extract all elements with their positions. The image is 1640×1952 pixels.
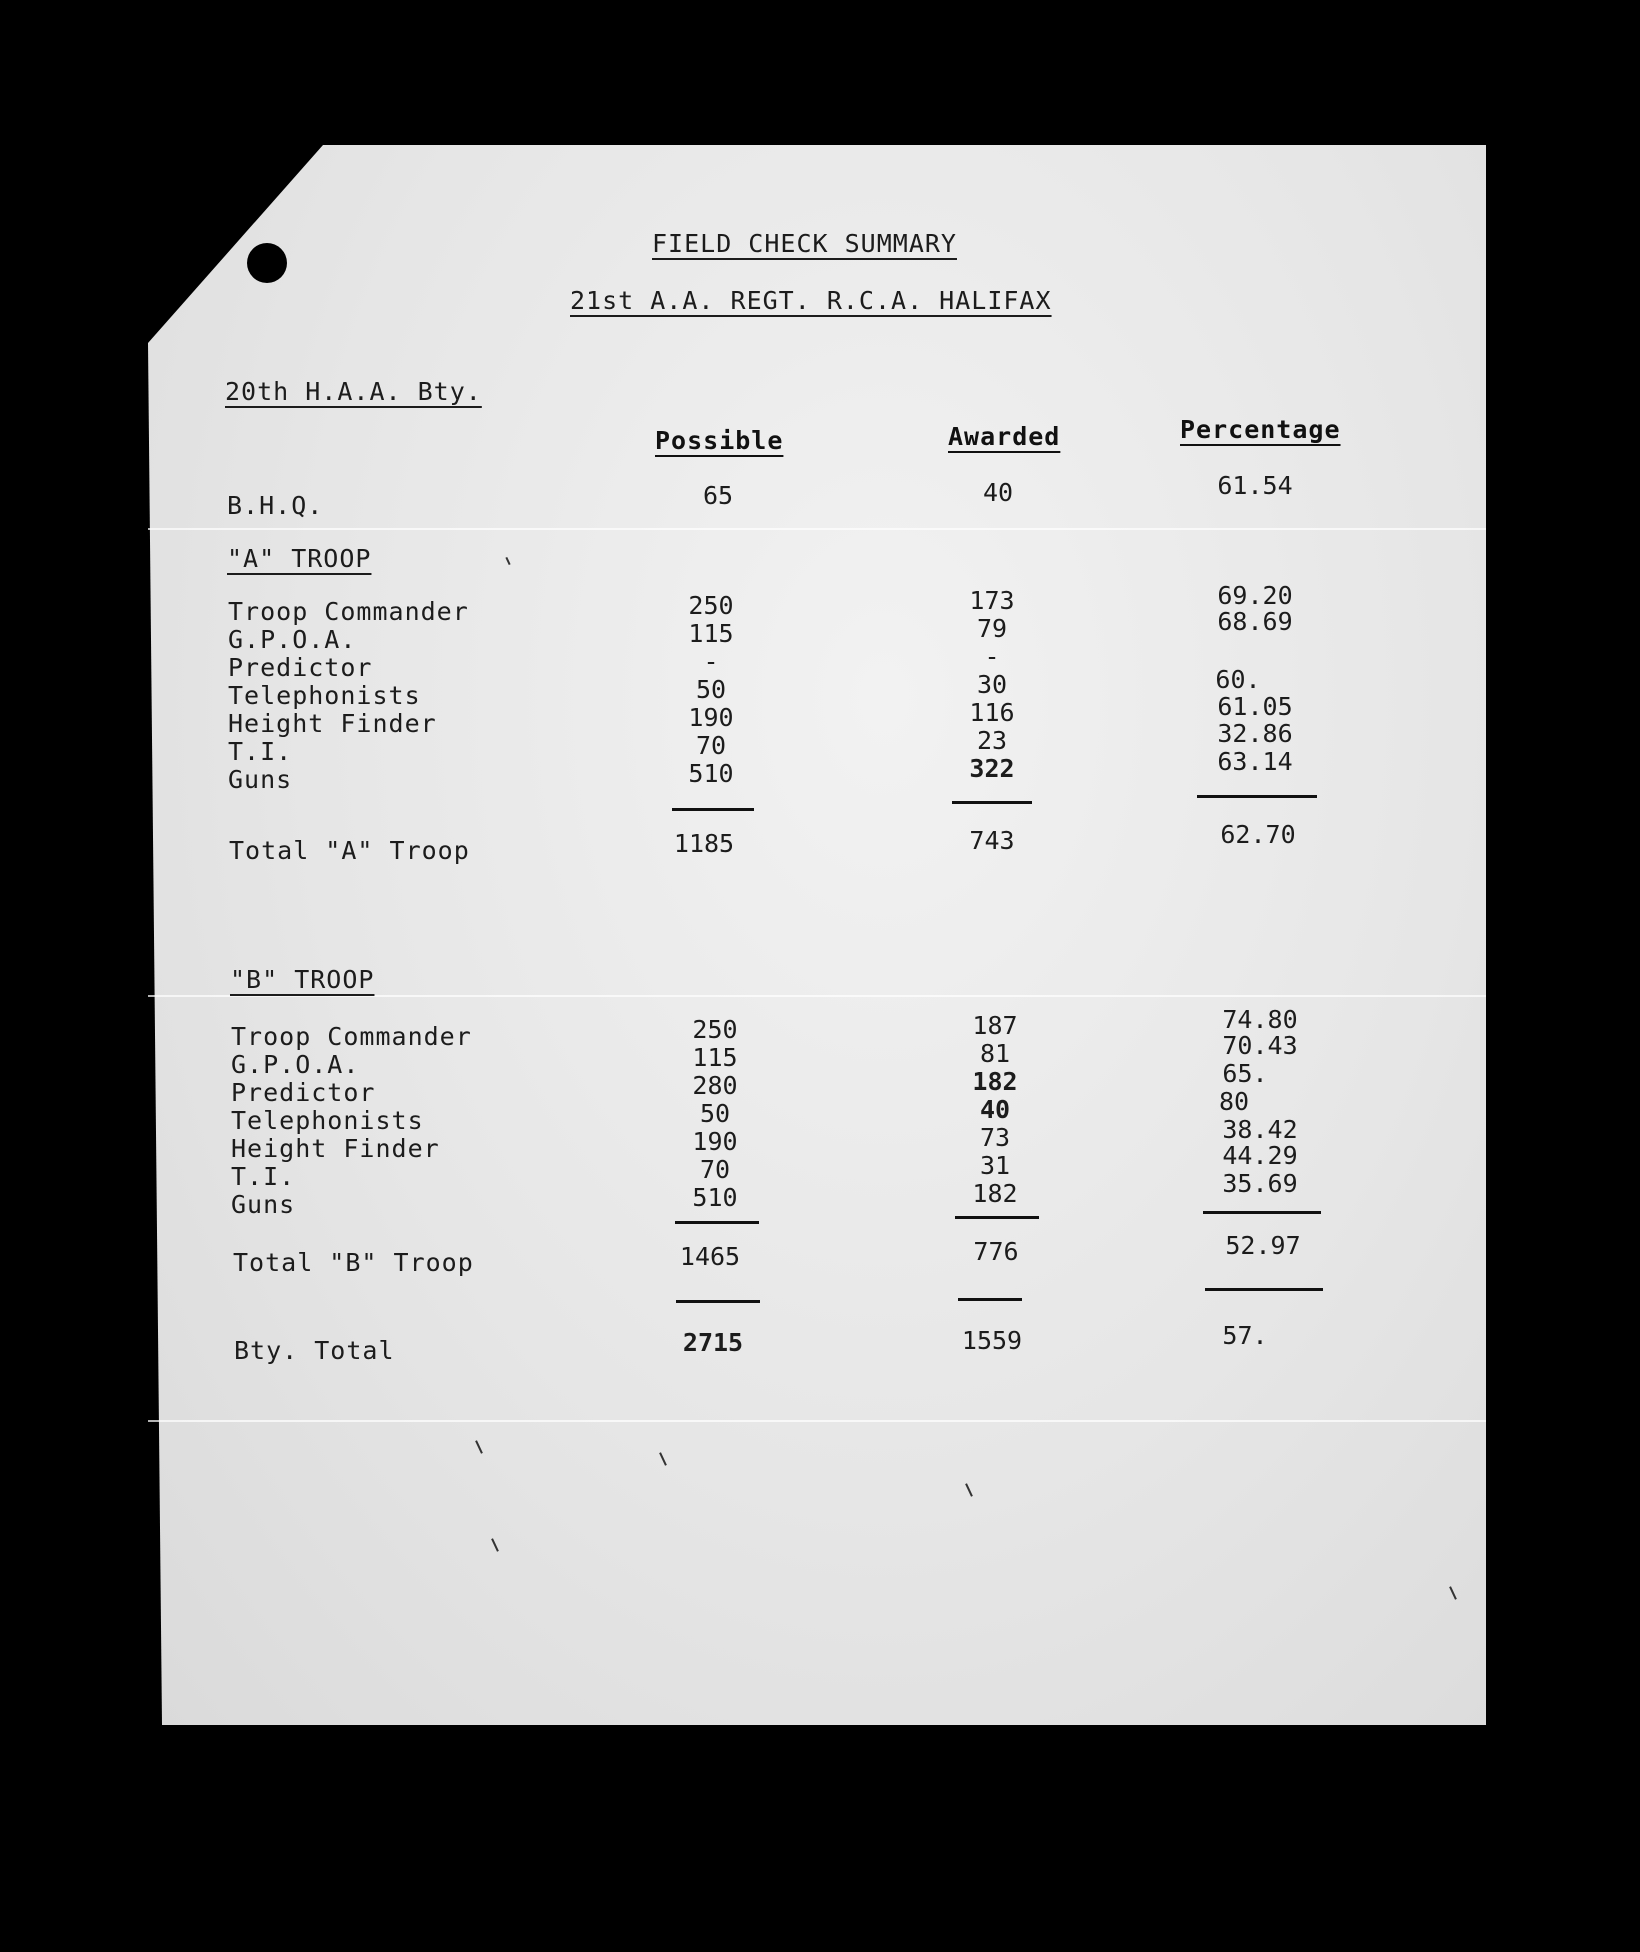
troop-b-total-awarded: 776 [973, 1237, 1019, 1266]
table-cell-possible: 250 [688, 591, 734, 620]
table-cell-possible: 190 [688, 703, 734, 732]
table-cell-awarded: 182 [972, 1179, 1018, 1208]
table-row-label: Troop Commander [231, 1022, 472, 1051]
table-row-label: G.P.O.A. [228, 625, 357, 654]
table-cell-awarded: 23 [976, 726, 1008, 755]
table-row-label: Guns [231, 1190, 296, 1219]
sum-rule [675, 1221, 759, 1224]
troop-b-total-percentage: 52.97 [1225, 1231, 1301, 1260]
column-header-awarded: Awarded [948, 422, 1061, 451]
battery-total-label: Bty. Total [234, 1336, 395, 1365]
table-cell-possible: 250 [692, 1015, 738, 1044]
table-cell-possible: 50 [695, 675, 727, 704]
bhq-label: B.H.Q. [227, 491, 324, 520]
table-cell-awarded: 173 [969, 586, 1015, 615]
table-row-label: Predictor [228, 653, 373, 682]
table-row-label: Predictor [231, 1078, 376, 1107]
troop-a-heading: "A" TROOP [227, 544, 372, 573]
table-cell-percentage: 38.42 [1222, 1115, 1298, 1144]
table-cell-awarded: 116 [969, 698, 1015, 727]
table-row-label: Telephonists [228, 681, 421, 710]
sum-rule [1197, 795, 1317, 798]
table-row-label: G.P.O.A. [231, 1050, 360, 1079]
table-row-label: Height Finder [231, 1134, 440, 1163]
table-cell-possible: 70 [699, 1155, 731, 1184]
table-cell-possible: 50 [699, 1099, 731, 1128]
fold-line [148, 995, 1486, 997]
sum-rule [676, 1300, 760, 1303]
table-cell-percentage: 35.69 [1222, 1169, 1298, 1198]
sum-rule [1205, 1288, 1323, 1291]
table-row-label: Troop Commander [228, 597, 469, 626]
table-row-label: Guns [228, 765, 293, 794]
battery-total-awarded: 1559 [961, 1326, 1023, 1355]
table-cell-possible: 115 [688, 619, 734, 648]
bhq-percentage: 61.54 [1217, 471, 1293, 500]
sum-rule [672, 808, 754, 811]
sum-rule [1203, 1211, 1321, 1214]
table-cell-awarded: 30 [976, 670, 1008, 699]
table-cell-possible: 280 [692, 1071, 738, 1100]
table-cell-percentage: 74.80 [1222, 1005, 1298, 1034]
table-cell-possible: - [703, 647, 719, 676]
troop-a-total-label: Total "A" Troop [229, 836, 470, 865]
table-cell-percentage: 69.20 [1217, 581, 1293, 610]
punch-hole [247, 243, 287, 283]
table-cell-possible: 510 [688, 759, 734, 788]
battery-total-percentage: 57. [1222, 1321, 1268, 1350]
bhq-awarded: 40 [982, 478, 1014, 507]
fold-line [148, 1420, 1486, 1422]
table-cell-awarded: 81 [979, 1039, 1011, 1068]
sum-rule [952, 801, 1032, 804]
table-cell-awarded: 79 [976, 614, 1008, 643]
table-cell-percentage: 61.05 [1217, 692, 1293, 721]
table-cell-possible: 510 [692, 1183, 738, 1212]
table-cell-awarded: 187 [972, 1011, 1018, 1040]
table-cell-awarded: 31 [979, 1151, 1011, 1180]
table-cell-percentage: 60. [1215, 665, 1261, 694]
table-cell-percentage: 68.69 [1217, 607, 1293, 636]
sum-rule [958, 1298, 1022, 1301]
fold-line [148, 528, 1486, 530]
troop-a-total-awarded: 743 [969, 826, 1015, 855]
table-row-label: Telephonists [231, 1106, 424, 1135]
table-cell-possible: 190 [692, 1127, 738, 1156]
table-cell-percentage: 80 [1218, 1087, 1250, 1116]
document-subtitle: 21st A.A. REGT. R.C.A. HALIFAX [570, 286, 1052, 315]
table-cell-awarded: 182 [972, 1067, 1018, 1096]
table-cell-awarded: 73 [979, 1123, 1011, 1152]
table-cell-percentage: 63.14 [1217, 747, 1293, 776]
battery-heading: 20th H.A.A. Bty. [225, 377, 482, 406]
sum-rule [955, 1216, 1039, 1219]
troop-b-total-possible: 1465 [679, 1242, 741, 1271]
document-title: FIELD CHECK SUMMARY [652, 229, 957, 258]
table-row-label: T.I. [231, 1162, 296, 1191]
table-cell-percentage: 32.86 [1217, 719, 1293, 748]
table-cell-percentage: 65. [1222, 1059, 1268, 1088]
table-cell-percentage: 44.29 [1222, 1141, 1298, 1170]
troop-a-total-possible: 1185 [673, 829, 735, 858]
column-header-possible: Possible [655, 426, 784, 455]
troop-b-heading: "B" TROOP [230, 965, 375, 994]
table-cell-awarded: 322 [969, 754, 1015, 783]
bhq-possible: 65 [702, 481, 734, 510]
table-cell-percentage: 70.43 [1222, 1031, 1298, 1060]
battery-total-possible: 2715 [682, 1328, 744, 1357]
column-header-percentage: Percentage [1180, 415, 1341, 444]
table-cell-awarded: - [984, 642, 1000, 671]
table-row-label: T.I. [228, 737, 293, 766]
table-cell-possible: 70 [695, 731, 727, 760]
table-cell-awarded: 40 [979, 1095, 1011, 1124]
table-row-label: Height Finder [228, 709, 437, 738]
table-cell-possible: 115 [692, 1043, 738, 1072]
troop-b-total-label: Total "B" Troop [233, 1248, 474, 1277]
troop-a-total-percentage: 62.70 [1220, 820, 1296, 849]
